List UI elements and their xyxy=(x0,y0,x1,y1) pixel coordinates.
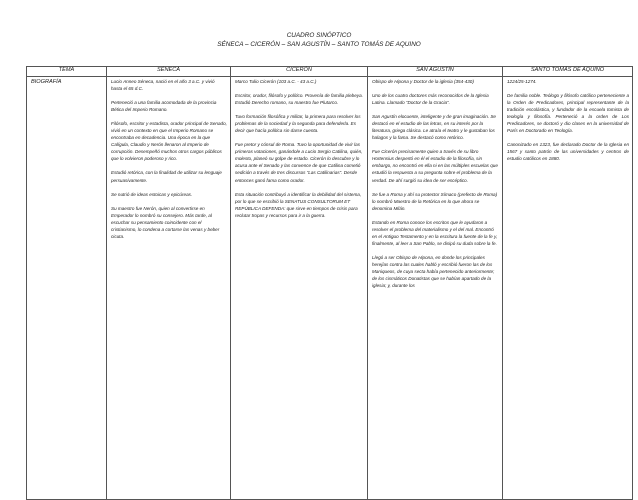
row-label-biografia: BIOGRAFÍA xyxy=(27,77,107,500)
column-header-san-agustin: SAN AGUSTÍN xyxy=(368,67,503,77)
seneca-paragraph: Filósofo, escritor y estadista, orador principal de Senado, vivió en un contexto en que el Imperio Romano se encontraba en decadencia. Una época en la que Calígula, Claudio y Nerón llenaron al Imperio de corrupción. Desempeñó muchos otros cargos públicos que lo volvieron poderoso y rico. xyxy=(111,121,227,162)
seneca-paragraph: Perteneció a una familia acomodada de la provincia Bética del Imperio Romano. xyxy=(111,100,217,113)
ciceron-paragraph: Esta situación contribuyó a identificar la debilidad del sistema, por lo que se escribió la SENATUS CONSULTORUM ET REPÚBLICA DEFENDA: que sirve en tiempos de crisis para reclutar tropas y recursos para ir a la guerra. xyxy=(235,191,362,218)
column-header-seneca: SÉNECA xyxy=(107,67,231,77)
column-header-santo-tomas: SANTO TOMÁS DE AQUINO xyxy=(503,67,633,77)
document-subtitle: SÉNECA – CICERÓN – SAN AGUSTÍN – SANTO TOMÁS DE AQUINO xyxy=(217,41,421,48)
table-row-biografia xyxy=(27,77,633,500)
cell-san-agustin xyxy=(368,77,503,500)
ciceron-paragraph: Fue pretor y cónsul de Roma. Tuvo la oportunidad de vivir las primeras votaciones, ganándole a Lucio Sergio Catilina, quién, molesto, planeó su golpe de estado. Cicerón lo descubre y lo acusa ante el Senado y las convence de que Catilina cometió sedición a través de tres discursos “Las Catilinarias”. Desde entonces ganó fama como orador. xyxy=(235,142,363,183)
ciceron-paragraph: Tuvo formación filosófica y militar, la primera para resolver los problemas de la sociedad y la segunda para defenderla. Es decir que hacía política sin darse cuenta. xyxy=(235,114,361,134)
agustin-paragraph: Obispo de Hipona y Doctor de la iglesia (354-430) xyxy=(372,79,474,84)
seneca-paragraph: Lucio Anneo Séneca, nació en el año 3 a.C. y vivió hasta el 65 d.C. xyxy=(111,79,215,92)
table-header-row xyxy=(27,67,633,77)
seneca-paragraph: Su maestro fue Nerón, quien al convertirse en Emperador lo nombró su consejero. Más tarde, al escuchar su pensamiento coincidente con el cristianismo, lo condena a cortarse las venas y beber cicuta. xyxy=(111,205,220,239)
agustin-paragraph: Estando en Roma conoce los escritos que le ayudaron a resolver el problema del materialismo y el del mal. Encontró en el Antiguo Testamento y en la escritura la fuente de la fe y, finalmente, al leer a San Pablo, se disipó su duda sobre la fe. xyxy=(372,219,498,246)
agustin-paragraph: Fue Cicerón precisamente quien a través de su libro Hortensius despertó en él el estudio de la filosofía, sin embargo, no encontró en ella ni en las múltiples escuelas que estudió la respuesta a su pregunta sobre el problema de la verdad. De ahí surgió su idea de ser escéptico. xyxy=(372,149,498,183)
agustin-paragraph: Llegó a ser Obispo de Hipona, en donde los principales herejías contra las cuales habló y escribió fueron las de los Maniqueos, de cuya secta había pertenecido anteriormente; de los cismáticos Donatistas que se habían apartado de la iglesia; y, durante los xyxy=(372,254,495,289)
tomas-paragraph: 1224/25-1274. xyxy=(507,79,537,84)
seneca-paragraph: Estudió retórica, con la finalidad de utilizar su lenguaje persuasivamente. xyxy=(111,170,222,183)
tomas-paragraph: Canonizado en 1323, fue declarado Doctor de la Iglesia en 1567 y santo patrón de las universidades y centros de estudio católicos en 1880. xyxy=(507,142,629,162)
ciceron-paragraph: Marco Tulio Cicerón (103 a.C. - 43 a.C.) xyxy=(235,79,317,84)
cell-santo-tomas xyxy=(503,77,633,500)
document-title: CUADRO SINÓPTICO xyxy=(286,32,352,39)
cell-ciceron xyxy=(231,77,368,500)
page-header xyxy=(0,31,638,49)
seneca-paragraph: Se nutrió de ideas estoicas y epicúreas. xyxy=(111,191,193,197)
cell-seneca xyxy=(107,77,231,500)
ciceron-paragraph: Escritor, orador, filósofo y político. Provenía de familia plebeya. Estudió Derecho romano, su maestro fue Plutarco. xyxy=(235,93,363,106)
column-header-ciceron: CICERÓN xyxy=(231,67,368,77)
tomas-paragraph: De familia noble. Teólogo y filósofo católico perteneciente a la Orden de Predicadores, principal representante de la tradición escolástica, y fundador de la escuela tomista de teología y filosofía. Perteneció a la orden de Los Predicadores, se doctoró y dio clases en la universidad de París en Doctorado en Teología. xyxy=(507,93,629,134)
agustin-paragraph: Uno de los cuatro doctores más reconocidos de la Iglesia Latina. Llamado “Doctor de la Gracia”. xyxy=(372,93,489,106)
agustin-paragraph: Se fue a Roma y ahí su protector Símaco (prefecto de Roma) lo nombró Maestro de la Retórica en lo que ahora se denomina Milán. xyxy=(372,191,498,211)
synoptic-table xyxy=(26,66,633,500)
column-header-tema: TEMA xyxy=(27,67,107,77)
agustin-paragraph: San Agustín elocuente, inteligente y de gran imaginación. Se destacó en el estudio de las letras, en su interés por la literatura, griega clásica. Le atraía el teatro y le gustaban los halagos y la fama. Se destacó como retórico. xyxy=(372,114,496,141)
